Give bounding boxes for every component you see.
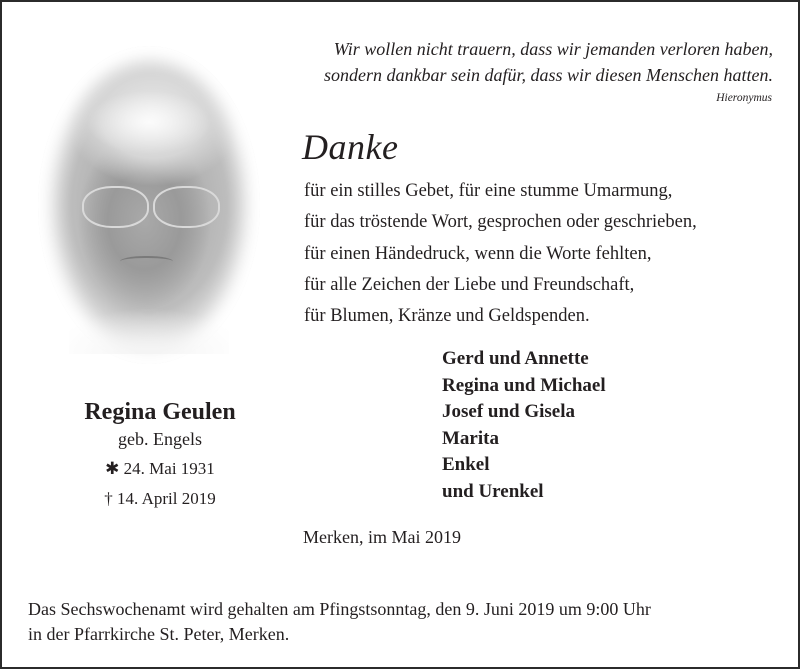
collar-shape	[69, 297, 229, 354]
deceased-info	[42, 396, 278, 514]
glasses-right-lens	[153, 186, 219, 228]
thanks-line: für ein stilles Gebet, für eine stumme Umarmung,	[304, 181, 673, 201]
thanks-line: für das tröstende Wort, gesprochen oder geschrieben,	[304, 212, 697, 233]
signers-list	[442, 346, 606, 505]
service-line: in der Pfarrkirche St. Peter, Merken.	[28, 624, 290, 644]
signer: Josef und Gisela	[442, 401, 576, 422]
quote-line: sondern dankbar sein dafür, dass wir diesen Menschen hatten.	[324, 65, 773, 85]
place-date: Merken, im Mai 2019	[303, 527, 461, 547]
glasses-left-lens	[82, 186, 148, 228]
birth-date: ✱ 24. Mai 1931	[105, 459, 215, 478]
thanks-list	[304, 176, 697, 332]
signer: Regina und Michael	[442, 374, 606, 396]
quote-author: Hieronymus	[716, 92, 772, 104]
thanks-line: für Blumen, Kränze und Geldspenden.	[304, 306, 590, 327]
deceased-name: Regina Geulen	[84, 399, 236, 425]
thanks-line: für alle Zeichen der Liebe und Freundschaft,	[304, 274, 635, 295]
quote-line: Wir wollen nicht trauern, dass wir jemanden verloren haben,	[333, 39, 773, 59]
quote	[324, 36, 773, 88]
signer: Gerd und Annette	[442, 348, 589, 369]
thanks-line: für einen Händedruck, wenn die Worte fehlten,	[304, 243, 652, 264]
service-notice	[28, 597, 651, 647]
signer: Marita	[442, 427, 499, 449]
signer: Enkel	[442, 454, 490, 475]
signer: und Urenkel	[442, 480, 544, 502]
mouth-shape	[120, 256, 173, 268]
portrait-photo	[38, 46, 260, 364]
service-line: Das Sechswochenamt wird gehalten am Pfingstsonntag, den 9. Juni 2019 um 9:00 Uhr	[28, 599, 651, 619]
maiden-name: geb. Engels	[118, 429, 202, 449]
heading-danke: Danke	[302, 127, 399, 167]
death-date: † 14. April 2019	[104, 489, 216, 508]
